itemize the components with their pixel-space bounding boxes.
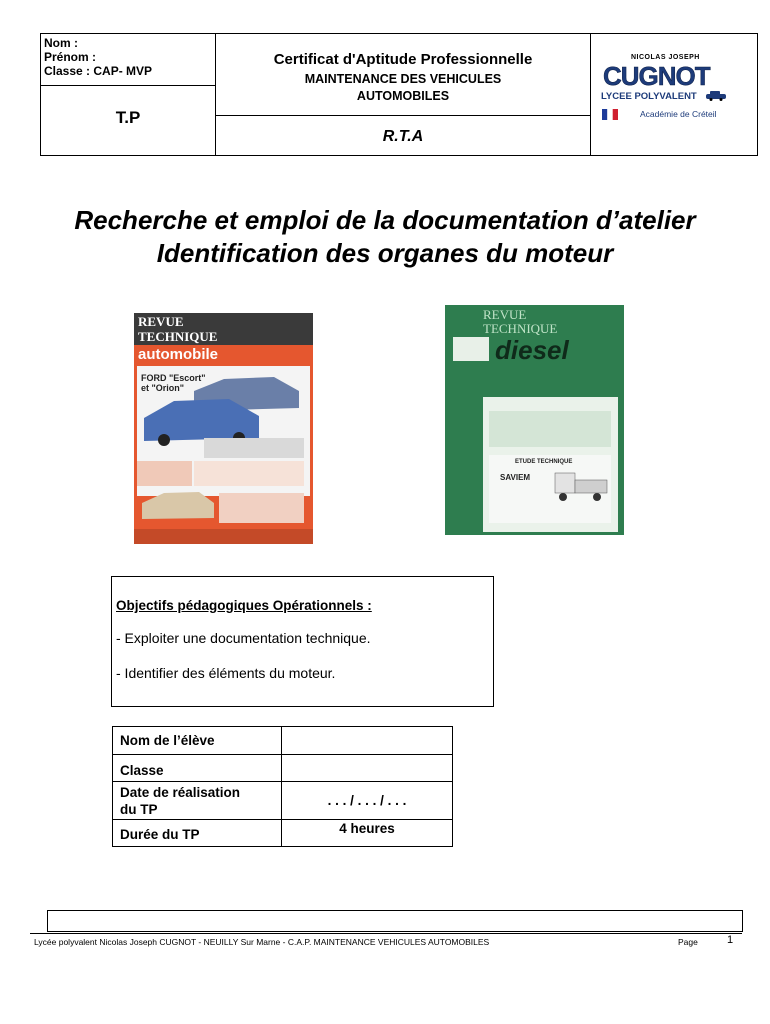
row-value: 4 heures bbox=[339, 821, 395, 836]
logo-name: CUGNOT bbox=[603, 61, 710, 91]
cover1-revue: REVUE bbox=[138, 314, 184, 329]
cover-revue-diesel bbox=[445, 305, 624, 535]
objectives-box bbox=[111, 576, 494, 707]
french-flag-icon bbox=[602, 107, 618, 118]
row-label: Nom de l’élève bbox=[113, 727, 282, 754]
car-icon bbox=[705, 91, 727, 104]
header-left-cell bbox=[41, 34, 216, 155]
page-title-line2: Identification des organes du moteur bbox=[156, 238, 614, 268]
cert-title: Certificat d'Aptitude Professionnelle bbox=[273, 51, 533, 68]
cover1-orion: et "Orion" bbox=[141, 383, 185, 393]
footer-page-number: 1 bbox=[727, 934, 734, 946]
logo-small-text: NICOLAS JOSEPH bbox=[631, 54, 700, 61]
cover1-automobile: automobile bbox=[138, 346, 219, 363]
page-title-line1: Recherche et emploi de la documentation d’atelier bbox=[74, 205, 696, 235]
footer-divider bbox=[30, 933, 742, 934]
table-row bbox=[113, 755, 452, 782]
row-label: Classe bbox=[113, 755, 282, 781]
row-label: Durée du TP bbox=[113, 820, 282, 846]
footer-page-label: Page bbox=[678, 937, 698, 947]
school-logo bbox=[591, 34, 757, 155]
footer-text: Lycée polyvalent Nicolas Joseph CUGNOT - NEUILLY Sur Marne - C.A.P. MAINTENANCE VEHICULES AUTOMOBILES bbox=[34, 937, 490, 947]
logo-lycee: LYCEE POLYVALENT bbox=[601, 91, 697, 102]
cover-revue-automobile bbox=[134, 313, 313, 544]
tp-label: T.P bbox=[115, 108, 141, 127]
cover2-diesel: diesel bbox=[495, 335, 569, 365]
objective-item: - Exploiter une documentation technique. bbox=[116, 630, 371, 646]
cover2-etude: ETUDE TECHNIQUE bbox=[515, 459, 573, 465]
objective-item: - Identifier des éléments du moteur. bbox=[116, 665, 336, 681]
header-box bbox=[40, 33, 758, 156]
table-row bbox=[113, 727, 452, 755]
maint-title: MAINTENANCE DES VEHICULES AUTOMOBILES bbox=[304, 72, 502, 103]
row-value[interactable] bbox=[282, 727, 452, 754]
footer-box bbox=[47, 910, 743, 932]
classe-label: Classe : CAP- MVP bbox=[44, 64, 153, 78]
cover1-technique: TECHNIQUE bbox=[138, 329, 218, 344]
cover1-ford: FORD "Escort" bbox=[141, 373, 206, 383]
rta-label: R.T.A bbox=[382, 128, 424, 145]
header-center-cell bbox=[216, 34, 591, 155]
cover2-saviem: SAVIEM bbox=[500, 473, 531, 482]
cover2-technique: TECHNIQUE bbox=[483, 321, 558, 336]
student-table bbox=[112, 726, 453, 847]
table-row bbox=[113, 782, 452, 820]
objectives-heading: Objectifs pédagogiques Opérationnels : bbox=[116, 598, 372, 613]
student-info bbox=[41, 34, 215, 86]
row-value[interactable]: . . . / . . . / . . . bbox=[327, 793, 407, 808]
nom-label: Nom : bbox=[44, 36, 78, 50]
logo-academie: Académie de Créteil bbox=[640, 109, 717, 119]
row-label: Date de réalisation du TP bbox=[113, 782, 282, 819]
prenom-label: Prénom : bbox=[44, 50, 97, 64]
row-value[interactable] bbox=[282, 755, 452, 781]
cert-block bbox=[216, 34, 590, 116]
table-row bbox=[113, 820, 452, 846]
cover2-revue: REVUE bbox=[483, 307, 527, 322]
